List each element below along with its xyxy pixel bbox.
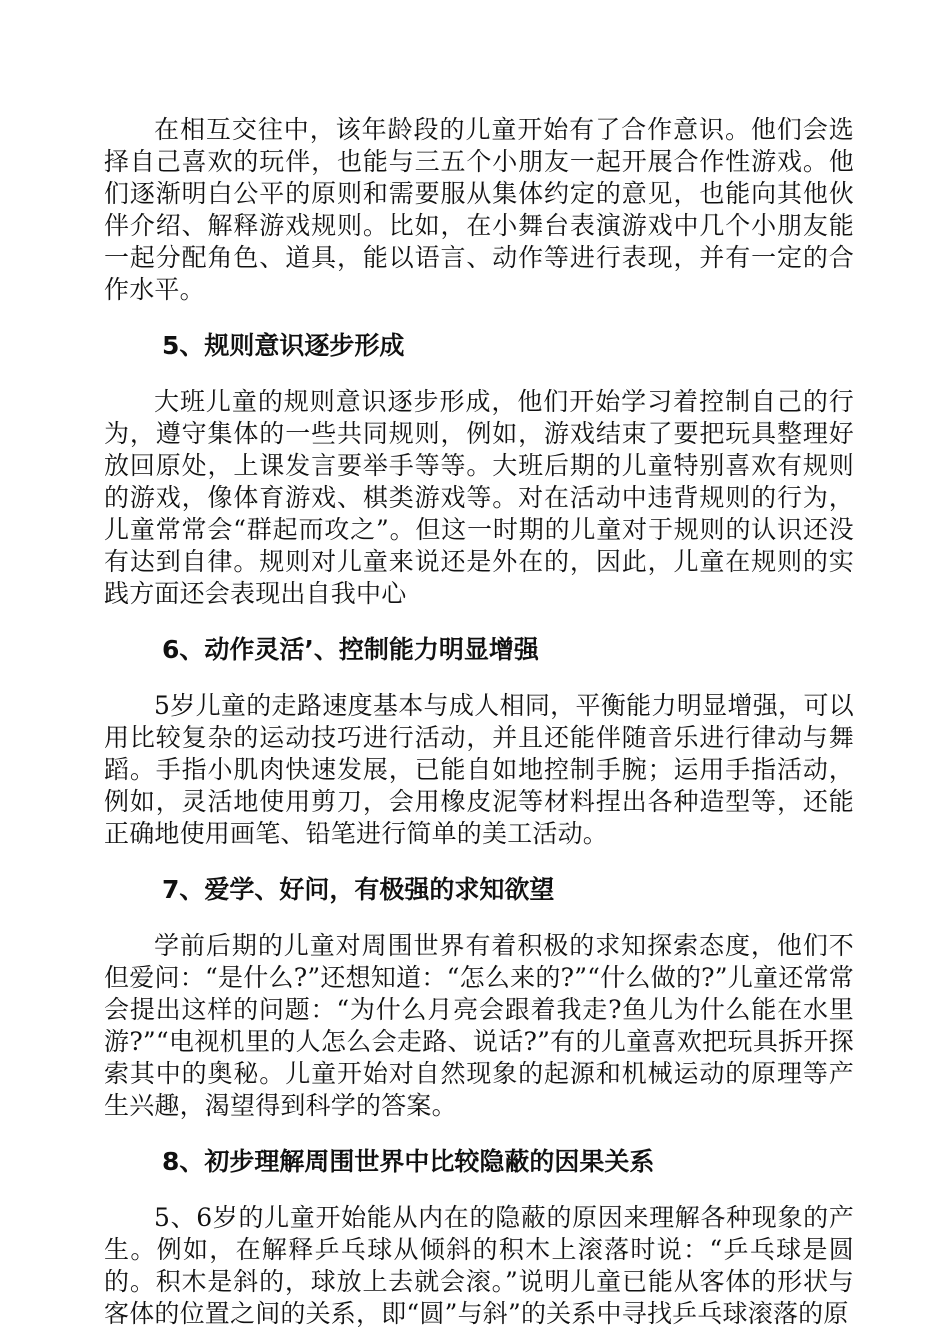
paragraph-curiosity: 学前后期的儿童对周围世界有着积极的求知探索态度，他们不但爱问：“是什么?”还想知道：“怎么来的?”“什么做的?”儿童还常常会提出这样的问题：“为什么月亮会跟着我走?鱼儿为什么能在水里游?”“电视机里的人怎么会走路、说话?”有的儿童喜欢把玩具拆开探索其中的奥秘。儿童开始对自然现象的起源和机械运动的原理等产生兴趣，渴望得到科学的答案。 — [104, 931, 854, 1120]
spacer — [104, 306, 854, 330]
spacer — [104, 1178, 854, 1202]
heading-curiosity: 7、爱学、好问，有极强的求知欲望 — [162, 875, 555, 904]
heading-rule-awareness: 5、规则意识逐步形成 — [162, 331, 405, 360]
paragraph-motor-control: 5岁儿童的走路速度基本与成人相同，平衡能力明显增强，可以用比较复杂的运动技巧进行活动，并且还能伴随音乐进行律动与舞蹈。手指小肌肉快速发展，已能自如地控制手腕；运用手指活动，例如，灵活地使用剪刀，会用橡皮泥等材料捏出各种造型等，还能正确地使用画笔、铅笔进行简单的美工活动。 — [104, 691, 854, 848]
paragraph-cooperation: 在相互交往中，该年龄段的儿童开始有了合作意识。他们会选择自己喜欢的玩伴，也能与三五个小朋友一起开展合作性游戏。他们逐渐明白公平的原则和需要服从集体约定的意见，也能向其他伙伴介绍、解释游戏规则。比如，在小舞台表演游戏中几个小朋友能一起分配角色、道具，能以语言、动作等进行表现，并有一定的合作水平。 — [104, 115, 854, 304]
spacer — [104, 362, 854, 386]
spacer — [104, 666, 854, 690]
heading-causality: 8、初步理解周围世界中比较隐蔽的因果关系 — [162, 1147, 655, 1176]
document-body — [104, 114, 854, 1330]
heading-motor-control: 6、动作灵活’、控制能力明显增强 — [162, 635, 539, 664]
paragraph-rule-awareness: 大班儿童的规则意识逐步形成，他们开始学习着控制自己的行为，遵守集体的一些共同规则，例如，游戏结束了要把玩具整理好放回原处，上课发言要举手等等。大班后期的儿童特别喜欢有规则的游戏，像体育游戏、棋类游戏等。对在活动中违背规则的行为，儿童常常会“群起而攻之”。但这一时期的儿童对于规则的认识还没有达到自律。规则对儿童来说还是外在的，因此，儿童在规则的实践方面还会表现出自我中心 — [104, 387, 854, 608]
spacer — [104, 1122, 854, 1146]
paragraph-causality: 5、6岁的儿童开始能从内在的隐蔽的原因来理解各种现象的产生。例如，在解释乒乓球从倾斜的积木上滚落时说：“乒乓球是圆的。积木是斜的，球放上去就会滚。”说明儿童已能从客体的形状与客体的位置之间的关系，即“圆”与斜”的关系中寻找乒乓球滚落的原 — [104, 1203, 854, 1328]
spacer — [104, 906, 854, 930]
spacer — [104, 850, 854, 874]
spacer — [104, 610, 854, 634]
